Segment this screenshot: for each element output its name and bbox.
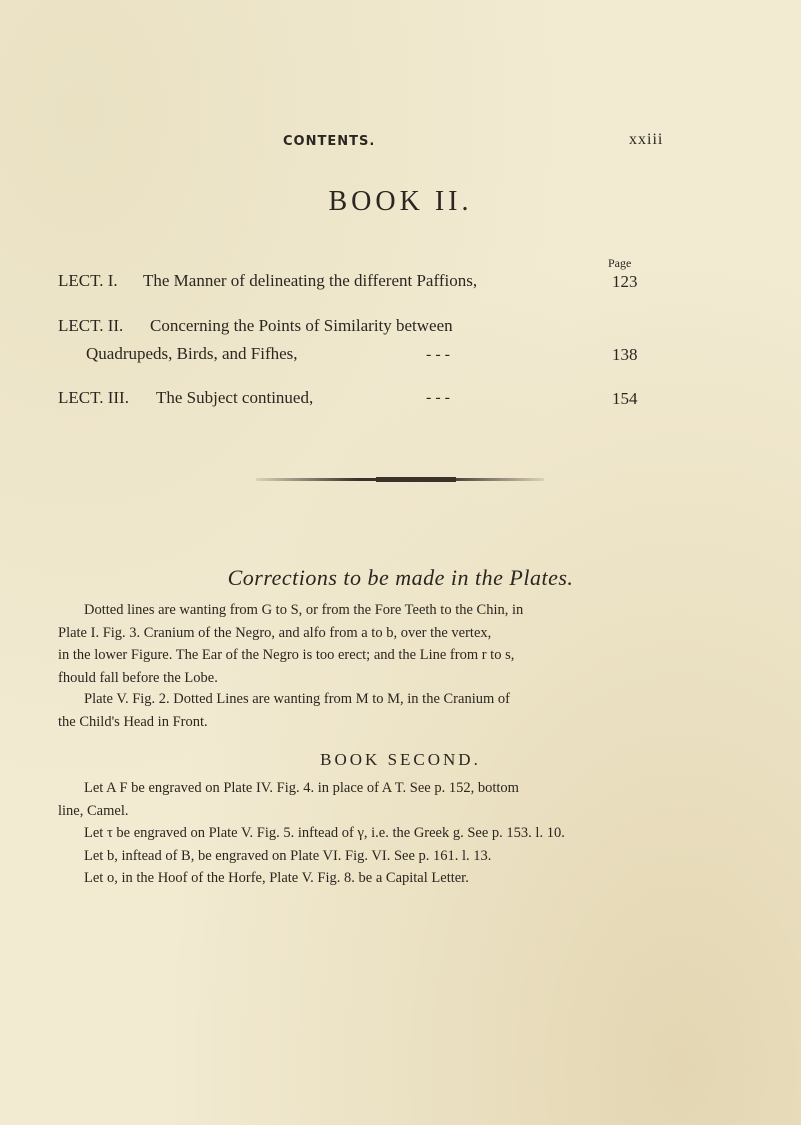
- ornamental-rule: [256, 478, 544, 481]
- page-column-label: Page: [608, 256, 632, 270]
- toc-leader-dashes: - - -: [426, 346, 450, 363]
- toc-entry: [58, 271, 478, 291]
- toc-lecture-number: LECT. I.: [58, 271, 118, 290]
- running-head-page-number: xxiii: [629, 131, 664, 148]
- toc-page-number: 154: [612, 389, 638, 408]
- toc-lecture-title: The Manner of delineating the different Paffions,: [143, 271, 478, 290]
- toc-lecture-title: The Subject continued,: [156, 388, 314, 407]
- toc-page-number: 123: [612, 272, 638, 291]
- corrections-paragraph-2: Plate V. Fig. 2. Dotted Lines are wanting from M to M, in the Cranium of the Child's Head in Front.: [58, 691, 510, 730]
- toc-lecture-number: LECT. III.: [58, 388, 129, 407]
- toc-lecture-number: LECT. II.: [58, 316, 124, 335]
- toc-entry: [58, 388, 314, 408]
- corrections-paragraph-3: Let A F be engraved on Plate IV. Fig. 4. in place of A T. See p. 152, bottom line, Camel.: [58, 780, 519, 819]
- book-heading: BOOK II.: [328, 186, 473, 217]
- correction-item: Let b, inftead of B, be engraved on Plate VI. Fig. VI. See p. 161. l. 13.: [84, 847, 492, 864]
- correction-item: Let τ be engraved on Plate V. Fig. 5. inftead of γ, i.e. the Greek g. See p. 153. l. 10.: [84, 825, 565, 841]
- toc-lecture-title: Concerning the Points of Similarity between: [150, 316, 453, 335]
- toc-page-number: 138: [612, 345, 638, 364]
- running-head-title: CONTENTS.: [283, 134, 376, 149]
- running-head: [0, 131, 801, 158]
- corrections-list: [84, 822, 724, 890]
- toc-lecture-title-continued: Quadrupeds, Birds, and Fifhes,: [86, 344, 298, 363]
- correction-item: Let o, in the Hoof of the Horfe, Plate V. Fig. 8. be a Capital Letter.: [84, 870, 469, 886]
- corrections-paragraph-1: Dotted lines are wanting from G to S, or from the Fore Teeth to the Chin, in Plate I. Fig. 3. Cranium of the Negro, and alfo from a to b, over the vertex, in the lower Figure. The Ear of the Negro is too erect; and the Line from r to s, fhould fall before the Lobe.: [58, 602, 524, 686]
- book-second-heading: BOOK SECOND.: [320, 750, 481, 769]
- toc-leader-dashes: - - -: [426, 389, 450, 406]
- toc-entry: [58, 316, 453, 336]
- corrections-title: Corrections to be made in the Plates.: [227, 565, 574, 590]
